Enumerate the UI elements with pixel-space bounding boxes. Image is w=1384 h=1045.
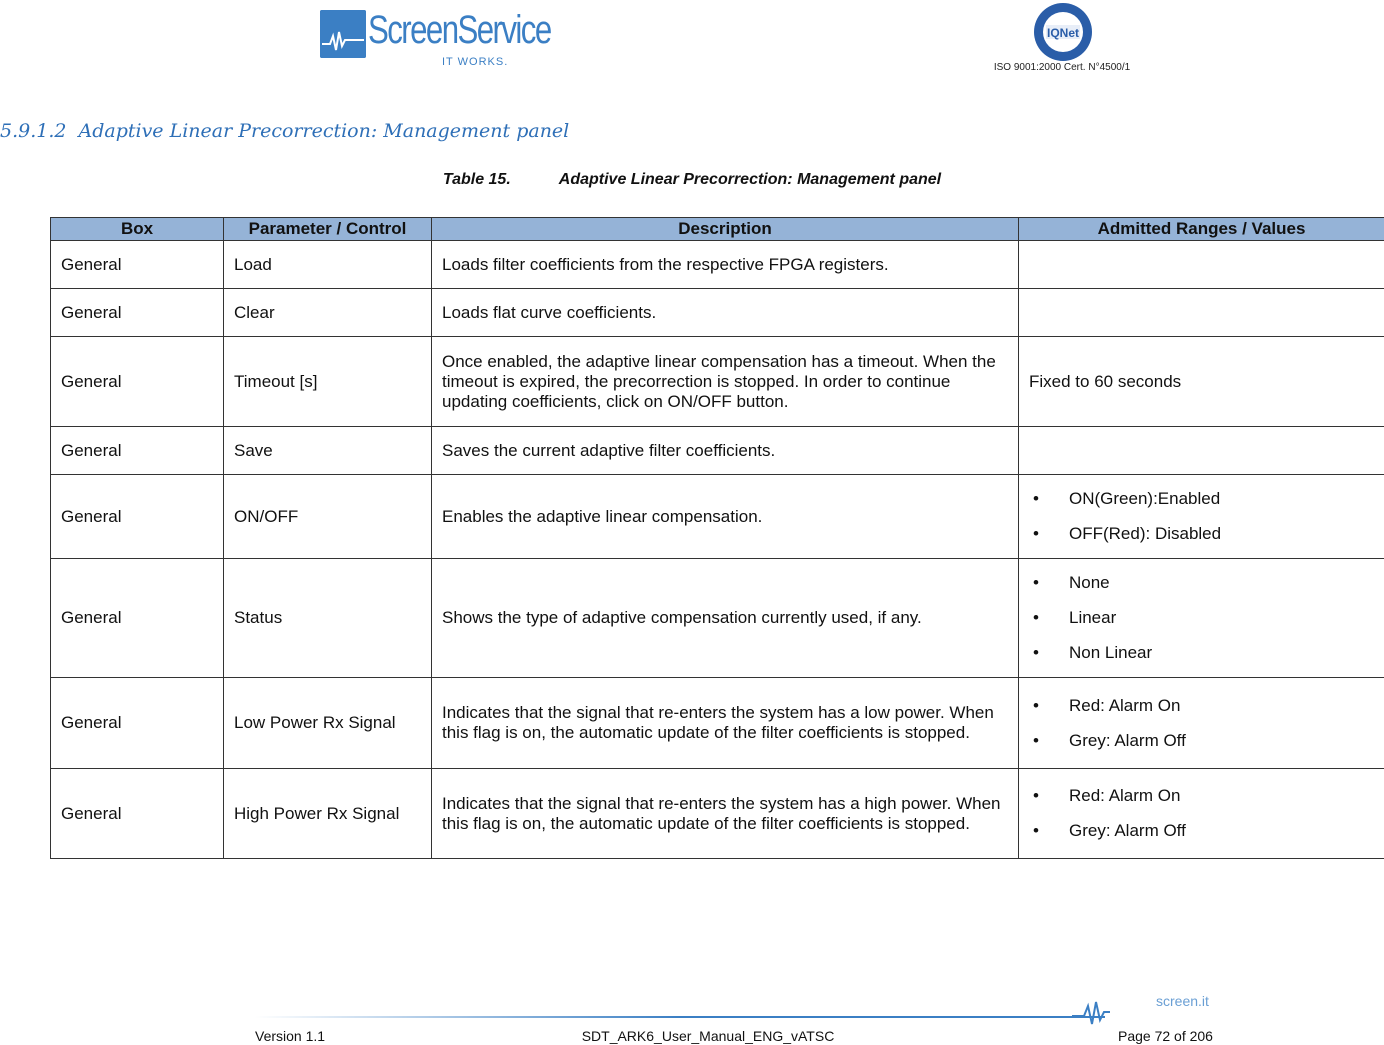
section-heading	[0, 120, 569, 142]
cell-description: Indicates that the signal that re-enters the system has a high power. When this flag is on, the automatic update of the filter coefficients is stopped.	[432, 769, 1019, 859]
table-row	[51, 427, 1384, 475]
cell-values	[1019, 427, 1384, 475]
list-item: • Non Linear	[1029, 643, 1374, 663]
cell-description: Shows the type of adaptive compensation currently used, if any.	[432, 559, 1019, 678]
iso-certification-text: ISO 9001:2000 Cert. N°4500/1	[993, 62, 1131, 73]
logo-tagline: IT WORKS.	[442, 56, 509, 68]
cell-values	[1019, 769, 1384, 859]
cell-description: Enables the adaptive linear compensation.	[432, 475, 1019, 559]
table-row	[51, 559, 1384, 678]
list-item: • None	[1029, 573, 1374, 593]
table-caption	[0, 171, 1384, 189]
cell-values: Fixed to 60 seconds	[1019, 337, 1384, 427]
cell-parameter: Status	[224, 559, 432, 678]
cell-values	[1019, 475, 1384, 559]
list-item: • ON(Green):Enabled	[1029, 489, 1374, 509]
footer-logo-text: screen.it	[1156, 993, 1209, 1009]
table-row	[51, 769, 1384, 859]
values-list	[1029, 573, 1374, 663]
document-name-text: SDT_ARK6_User_Manual_ENG_vATSC	[581, 1028, 835, 1044]
table-row	[51, 337, 1384, 427]
table-header-row	[51, 218, 1384, 241]
cell-box: General	[51, 769, 224, 859]
values-list	[1029, 696, 1374, 751]
column-header-box: Box	[51, 218, 224, 241]
cell-parameter: High Power Rx Signal	[224, 769, 432, 859]
cell-parameter: Load	[224, 241, 432, 289]
cell-box: General	[51, 241, 224, 289]
waveform-logo-icon	[320, 10, 366, 58]
cell-description: Loads filter coefficients from the respective FPGA registers.	[432, 241, 1019, 289]
cell-parameter: ON/OFF	[224, 475, 432, 559]
section-title: Adaptive Linear Precorrection: Management panel	[78, 120, 570, 142]
cell-description: Once enabled, the adaptive linear compensation has a timeout. When the timeout is expired, the precorrection is stopped. In order to continue updating coefficients, click on ON/OFF button.	[432, 337, 1019, 427]
column-header-parameter: Parameter / Control	[224, 218, 432, 241]
cell-values	[1019, 678, 1384, 769]
section-number: 5.9.1.2	[0, 120, 67, 142]
table-row	[51, 241, 1384, 289]
cell-description: Saves the current adaptive filter coefficients.	[432, 427, 1019, 475]
cell-values	[1019, 559, 1384, 678]
cell-box: General	[51, 427, 224, 475]
values-list	[1029, 786, 1374, 841]
table-row	[51, 678, 1384, 769]
values-list	[1029, 489, 1374, 544]
footer-page-number: Page 72 of 206	[1118, 1028, 1213, 1044]
screen-it-footer-logo-icon	[1070, 986, 1210, 1026]
cell-parameter: Save	[224, 427, 432, 475]
column-header-description: Description	[432, 218, 1019, 241]
cell-box: General	[51, 475, 224, 559]
cell-parameter: Low Power Rx Signal	[224, 678, 432, 769]
cell-description: Loads flat curve coefficients.	[432, 289, 1019, 337]
list-item: • Linear	[1029, 608, 1374, 628]
cell-box: General	[51, 289, 224, 337]
cell-parameter: Clear	[224, 289, 432, 337]
cell-parameter: Timeout [s]	[224, 337, 432, 427]
list-item: • OFF(Red): Disabled	[1029, 524, 1374, 544]
cell-box: General	[51, 559, 224, 678]
company-logo	[320, 6, 551, 72]
column-header-values: Admitted Ranges / Values	[1019, 218, 1384, 241]
table-row	[51, 289, 1384, 337]
footer-version: Version 1.1	[255, 1028, 326, 1044]
cell-box: General	[51, 337, 224, 427]
cell-description: Indicates that the signal that re-enters the system has a low power. When this flag is on, the automatic update of the filter coefficients is stopped.	[432, 678, 1019, 769]
certification-seal-icon	[1032, 2, 1094, 62]
logo-wordmark: ScreenService	[368, 8, 551, 52]
cell-values	[1019, 289, 1384, 337]
footer-divider	[255, 1016, 1105, 1018]
cell-values	[1019, 241, 1384, 289]
caption-number: Table 15.	[442, 171, 511, 188]
list-item: • Red: Alarm On	[1029, 696, 1374, 716]
list-item: • Grey: Alarm Off	[1029, 731, 1374, 751]
table-row	[51, 475, 1384, 559]
list-item: • Grey: Alarm Off	[1029, 821, 1374, 841]
parameters-table	[50, 217, 1384, 859]
cert-seal-text: IQNet	[1046, 26, 1080, 40]
list-item: • Red: Alarm On	[1029, 786, 1374, 806]
caption-title: Adaptive Linear Precorrection: Management panel	[558, 171, 942, 188]
cell-box: General	[51, 678, 224, 769]
